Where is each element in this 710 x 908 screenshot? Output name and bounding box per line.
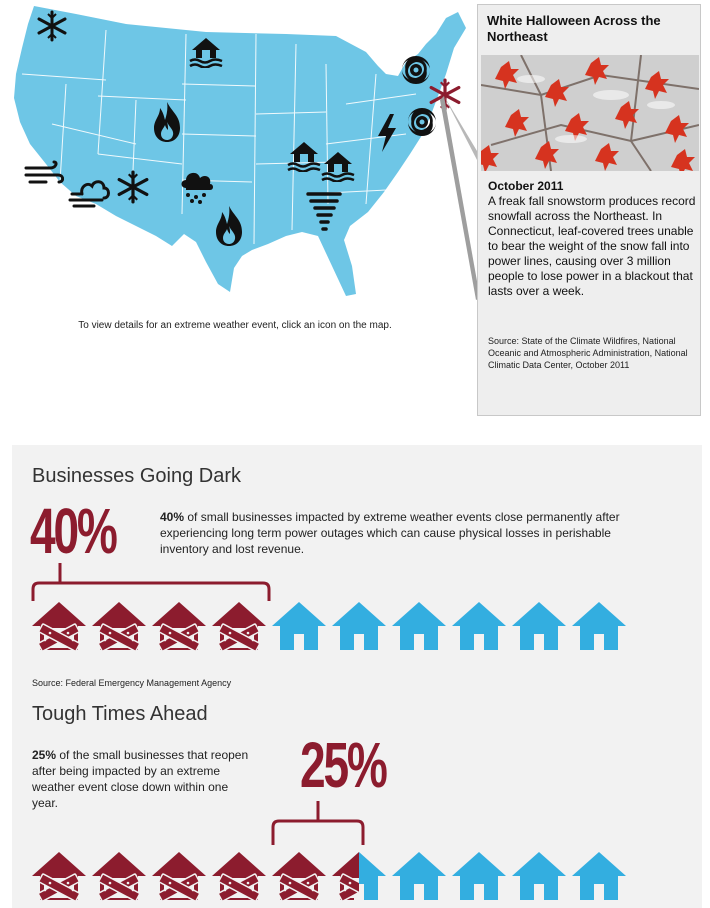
businesses-dark-body: of small businesses impacted by extreme weather events close permanently after experiencing long term power outages which can cause physical losses in perishable inventory and lost revenue. <box>160 510 620 556</box>
open-business-house-icon <box>570 850 628 902</box>
percent-40: 40% <box>30 495 116 567</box>
wildfire-icon[interactable] <box>212 204 246 248</box>
snowflake-icon[interactable] <box>36 10 68 42</box>
weather-map-area <box>0 0 470 420</box>
closed-business-house-icon <box>90 850 148 902</box>
partially-closed-business-house-icon <box>330 850 388 902</box>
event-description: A freak fall snowstorm produces record snowfall across the Northeast. In Connecticut, leaf-covered trees unable to bear the weight of the snow fall into power lines, causing over 3 million people to lose power in a blackout that lasts over a week. <box>488 194 696 298</box>
open-business-house-icon <box>570 600 628 652</box>
tough-times-text <box>32 747 252 811</box>
event-title: White Halloween Across the Northeast <box>487 13 661 44</box>
business-impact-section <box>12 445 702 908</box>
wildfire-icon[interactable] <box>150 100 184 144</box>
open-business-house-icon <box>330 600 388 652</box>
event-photo <box>481 55 699 171</box>
open-business-house-icon <box>390 600 448 652</box>
lightning-icon[interactable] <box>374 112 400 154</box>
event-source: Source: State of the Climate Wildfires, National Oceanic and Atmospheric Administration, National Climatic Data Center, October 2011 <box>488 336 688 370</box>
tough-times-bold-percent: 25% <box>32 748 57 762</box>
open-business-house-icon <box>510 600 568 652</box>
closed-business-house-icon <box>30 850 88 902</box>
closed-business-house-icon <box>270 850 328 902</box>
open-business-house-icon <box>390 850 448 902</box>
section-heading-tough-times: Tough Times Ahead <box>32 703 208 725</box>
tough-times-body: of the small businesses that reopen after being impacted by an extreme weather event close down within one year. <box>32 748 249 810</box>
wind-icon[interactable] <box>24 160 64 188</box>
flood-icon[interactable] <box>286 138 322 172</box>
closed-business-house-icon <box>150 600 208 652</box>
us-map <box>6 4 470 300</box>
houses-row-tough-times <box>30 850 630 902</box>
open-business-house-icon <box>450 600 508 652</box>
hurricane-icon[interactable] <box>404 104 440 140</box>
businesses-dark-text <box>160 509 640 557</box>
percent-25: 25% <box>300 729 386 801</box>
closed-business-house-icon <box>210 850 268 902</box>
event-detail-panel <box>477 4 701 416</box>
open-business-house-icon <box>510 850 568 902</box>
dust-storm-icon[interactable] <box>68 176 112 210</box>
flood-icon[interactable] <box>320 148 356 182</box>
closed-business-house-icon <box>30 600 88 652</box>
section-heading-businesses-dark: Businesses Going Dark <box>32 465 241 487</box>
map-instruction: To view details for an extreme weather event, click an icon on the map. <box>78 320 392 331</box>
bracket-40 <box>30 563 272 603</box>
open-business-house-icon <box>450 850 508 902</box>
event-date: October 2011 <box>488 179 564 193</box>
tornado-icon[interactable] <box>306 190 342 234</box>
bracket-25 <box>270 801 366 847</box>
open-business-house-icon <box>270 600 328 652</box>
businesses-dark-source: Source: Federal Emergency Management Agency <box>32 678 232 688</box>
closed-business-house-icon <box>210 600 268 652</box>
houses-row-businesses-dark <box>30 600 630 652</box>
closed-business-house-icon <box>150 850 208 902</box>
hail-storm-icon[interactable] <box>178 168 216 204</box>
snowflake-icon[interactable] <box>116 170 150 204</box>
businesses-dark-bold-percent: 40% <box>160 510 185 524</box>
flood-icon[interactable] <box>188 34 224 68</box>
closed-business-house-icon <box>90 600 148 652</box>
